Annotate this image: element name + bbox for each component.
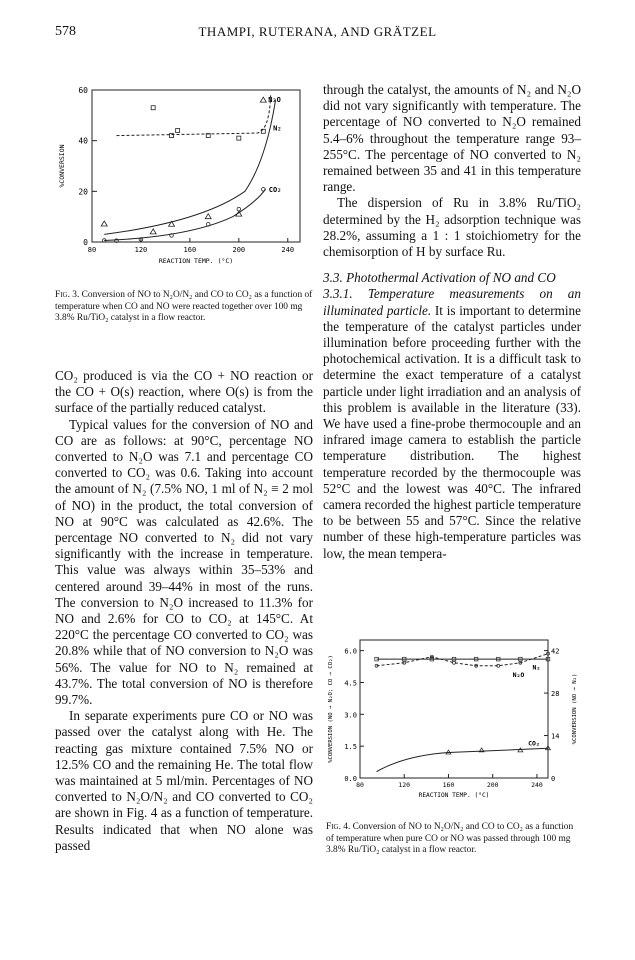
page-number: 578 (55, 24, 76, 39)
fig3-n2o-point (205, 214, 211, 219)
fig4-y-right-tick-label: 0 (551, 775, 556, 783)
fig4-y-right-tick-label: 14 (551, 732, 560, 741)
fig3-n2-curve (116, 95, 270, 136)
fig4-legend-co2: CO₂ (528, 739, 540, 748)
section-heading-3-3-1: 3.3.1. Temperature measurements on an illuminated particle. (323, 286, 581, 318)
fig4-y-left-tick-label: 1.5 (344, 743, 357, 752)
right-paragraph-1: through the catalyst, the amounts of N₂ and N₂O did not vary significantly with temperature. The percentage of NO converted to N₂O remained 5.4–6% throughout the temperature range 93–255°C. The percentage of NO converted to N₂ remained between 35 and 41 in this temperature range. (323, 82, 581, 195)
fig3-co2-point (237, 207, 241, 211)
figure-4-caption-label: Fig. 4. (326, 822, 351, 832)
fig3-legend-n2: N₂ (273, 124, 282, 133)
fig3-n2o-point (150, 229, 156, 234)
figure-4-chart (322, 632, 584, 812)
figure-3-caption-label: Fig. 3. (55, 290, 80, 300)
fig3-x-tick-label: 240 (281, 246, 295, 254)
fig4-x-tick-label: 160 (442, 781, 455, 789)
fig3-x-tick-label: 80 (87, 246, 97, 254)
fig4-x-tick-label: 120 (398, 781, 411, 789)
left-paragraph-2: Typical values for the conversion of NO and CO are as follows: at 90°C, percentage NO converted to N₂O was 7.1 and percentage CO converted to CO₂ was 0.6. Taking into account the amount of N₂ (7.5% NO, 1 ml of N₂ ≡ 2 mol of NO) in the product, the total conversion of NO at 90°C was calculated as 42.6%. The percentage NO converted to N₂ did not vary significantly with the increase in temperature. This value was always within 35–53% and centered around 39–44% in most of the runs. The conversion to N₂O increased to 11.3% for NO and 2.6% for CO to CO₂ at 145°C. At 220°C the percentage CO converted to CO₂ was 20.8% while that of NO conversion to N₂O was 56%. The value for NO to N₂ remained at 43.7%. The total conversion of NO is therefore 99.7%. (55, 416, 313, 708)
left-paragraph-3: In separate experiments pure CO or NO was passed over the catalyst along with He. The reacting gas mixture contained 7.5% NO or 12.5% CO and the remaining He. The total flow was maintained at 5 ml/min. Percentages of NO converted to N₂O/N₂ and CO converted to CO₂ are shown in Fig. 4 as a function of temperature. Results indicated that when NO alone was passed (55, 708, 313, 853)
left-column (55, 368, 313, 854)
figure-4-caption-text: Conversion of NO to N₂O/N₂ and CO to CO₂ as a function of temperature when pure CO or NO was passed through 100 mg 3.8% Ru/TiO₂ catalyst in a flow reactor. (326, 822, 574, 856)
figure-3-caption (55, 290, 313, 325)
fig4-y-right-tick-label: 28 (551, 690, 560, 699)
fig3-n2-point (176, 129, 180, 133)
figure-3-chart (52, 80, 322, 270)
fig3-n2o-point (260, 97, 266, 102)
fig4-x-tick-label: 80 (356, 781, 364, 789)
fig3-x-tick-label: 160 (183, 246, 197, 254)
left-paragraph-1: CO₂ produced is via the CO + NO reaction or the CO + O(s) reaction, where O(s) is from the surface of the partially reduced catalyst. (55, 368, 313, 416)
fig4-x-tick-label: 200 (486, 781, 499, 789)
fig3-co2-point (261, 188, 265, 192)
fig3-co2-curve (104, 189, 266, 241)
right-paragraph-3: It is important to determine the temperature of the catalyst particles under illumination before proceeding further with the photochemical activation. It is a difficult task to determine the exact temperature of a catalyst particle under light irradiation and an analysis of this problem is available in the literature (33). We have used a fine-probe thermocouple and an infrared image camera to establish the particle temperature distribution. The highest temperature recorded by the thermocouple was 52°C and the lowest was 40°C. The infrared camera recorded the highest particle temperature to be between 55 and 57°C. Since the relative number of these high-temperature particles was low, the mean tempera- (323, 302, 581, 561)
fig3-n2o-curve (104, 100, 275, 234)
right-column (323, 82, 581, 562)
fig3-y-tick-label: 0 (83, 238, 88, 247)
fig4-x-axis-label: REACTION TEMP. (°C) (418, 792, 490, 799)
right-paragraph-2: The dispersion of Ru in 3.8% Ru/TiO₂ determined by the H₂ adsorption technique was 28.2%, assuming a 1 : 1 stoichiometry for the chemisorption of H by surface Ru. (323, 195, 581, 260)
fig3-x-tick-label: 200 (232, 246, 246, 254)
fig4-y-left-axis-label: %CONVERSION (NO → N₂O; CO → CO₂) (328, 655, 334, 763)
figure-4-caption (326, 822, 582, 857)
fig3-legend-n2o: N₂O (268, 96, 281, 105)
fig4-y-right-axis-label: %CONVERSION (NO → N₂) (572, 673, 578, 745)
fig3-y-tick-label: 60 (78, 86, 88, 95)
fig4-y-left-tick-label: 3.0 (344, 711, 357, 720)
fig3-n2o-point (101, 221, 107, 226)
fig3-x-tick-label: 120 (134, 246, 148, 254)
fig3-y-tick-label: 40 (78, 136, 88, 146)
fig4-y-left-tick-label: 0.0 (344, 775, 357, 783)
fig3-y-tick-label: 20 (78, 187, 88, 197)
figure-3-caption-text: Conversion of NO to N₂O/N₂ and CO to CO₂ as a function of temperature when CO and NO were reacted together over 100 mg 3.8% Ru/TiO₂ catalyst in a flow reactor. (55, 290, 313, 324)
running-head: THAMPI, RUTERANA, AND GRÄTZEL (198, 24, 437, 39)
fig3-n2-point (151, 106, 155, 110)
fig4-y-left-tick-label: 4.5 (344, 679, 357, 688)
fig3-x-axis-label: REACTION TEMP. (°C) (158, 257, 234, 265)
fig4-y-left-tick-label: 6.0 (344, 647, 357, 656)
fig3-y-axis-label: %CONVERSION (58, 144, 66, 188)
section-heading-3-3: 3.3. Photothermal Activation of NO and CO (323, 270, 556, 286)
fig3-n2-point (237, 136, 241, 140)
fig4-legend-n2: N₂ (532, 663, 541, 672)
fig4-y-right-tick-label: 42 (551, 647, 560, 656)
fig4-legend-n2o: N₂O (512, 671, 525, 680)
fig4-x-tick-label: 240 (531, 781, 543, 789)
fig3-legend-co2: CO₂ (268, 185, 282, 194)
